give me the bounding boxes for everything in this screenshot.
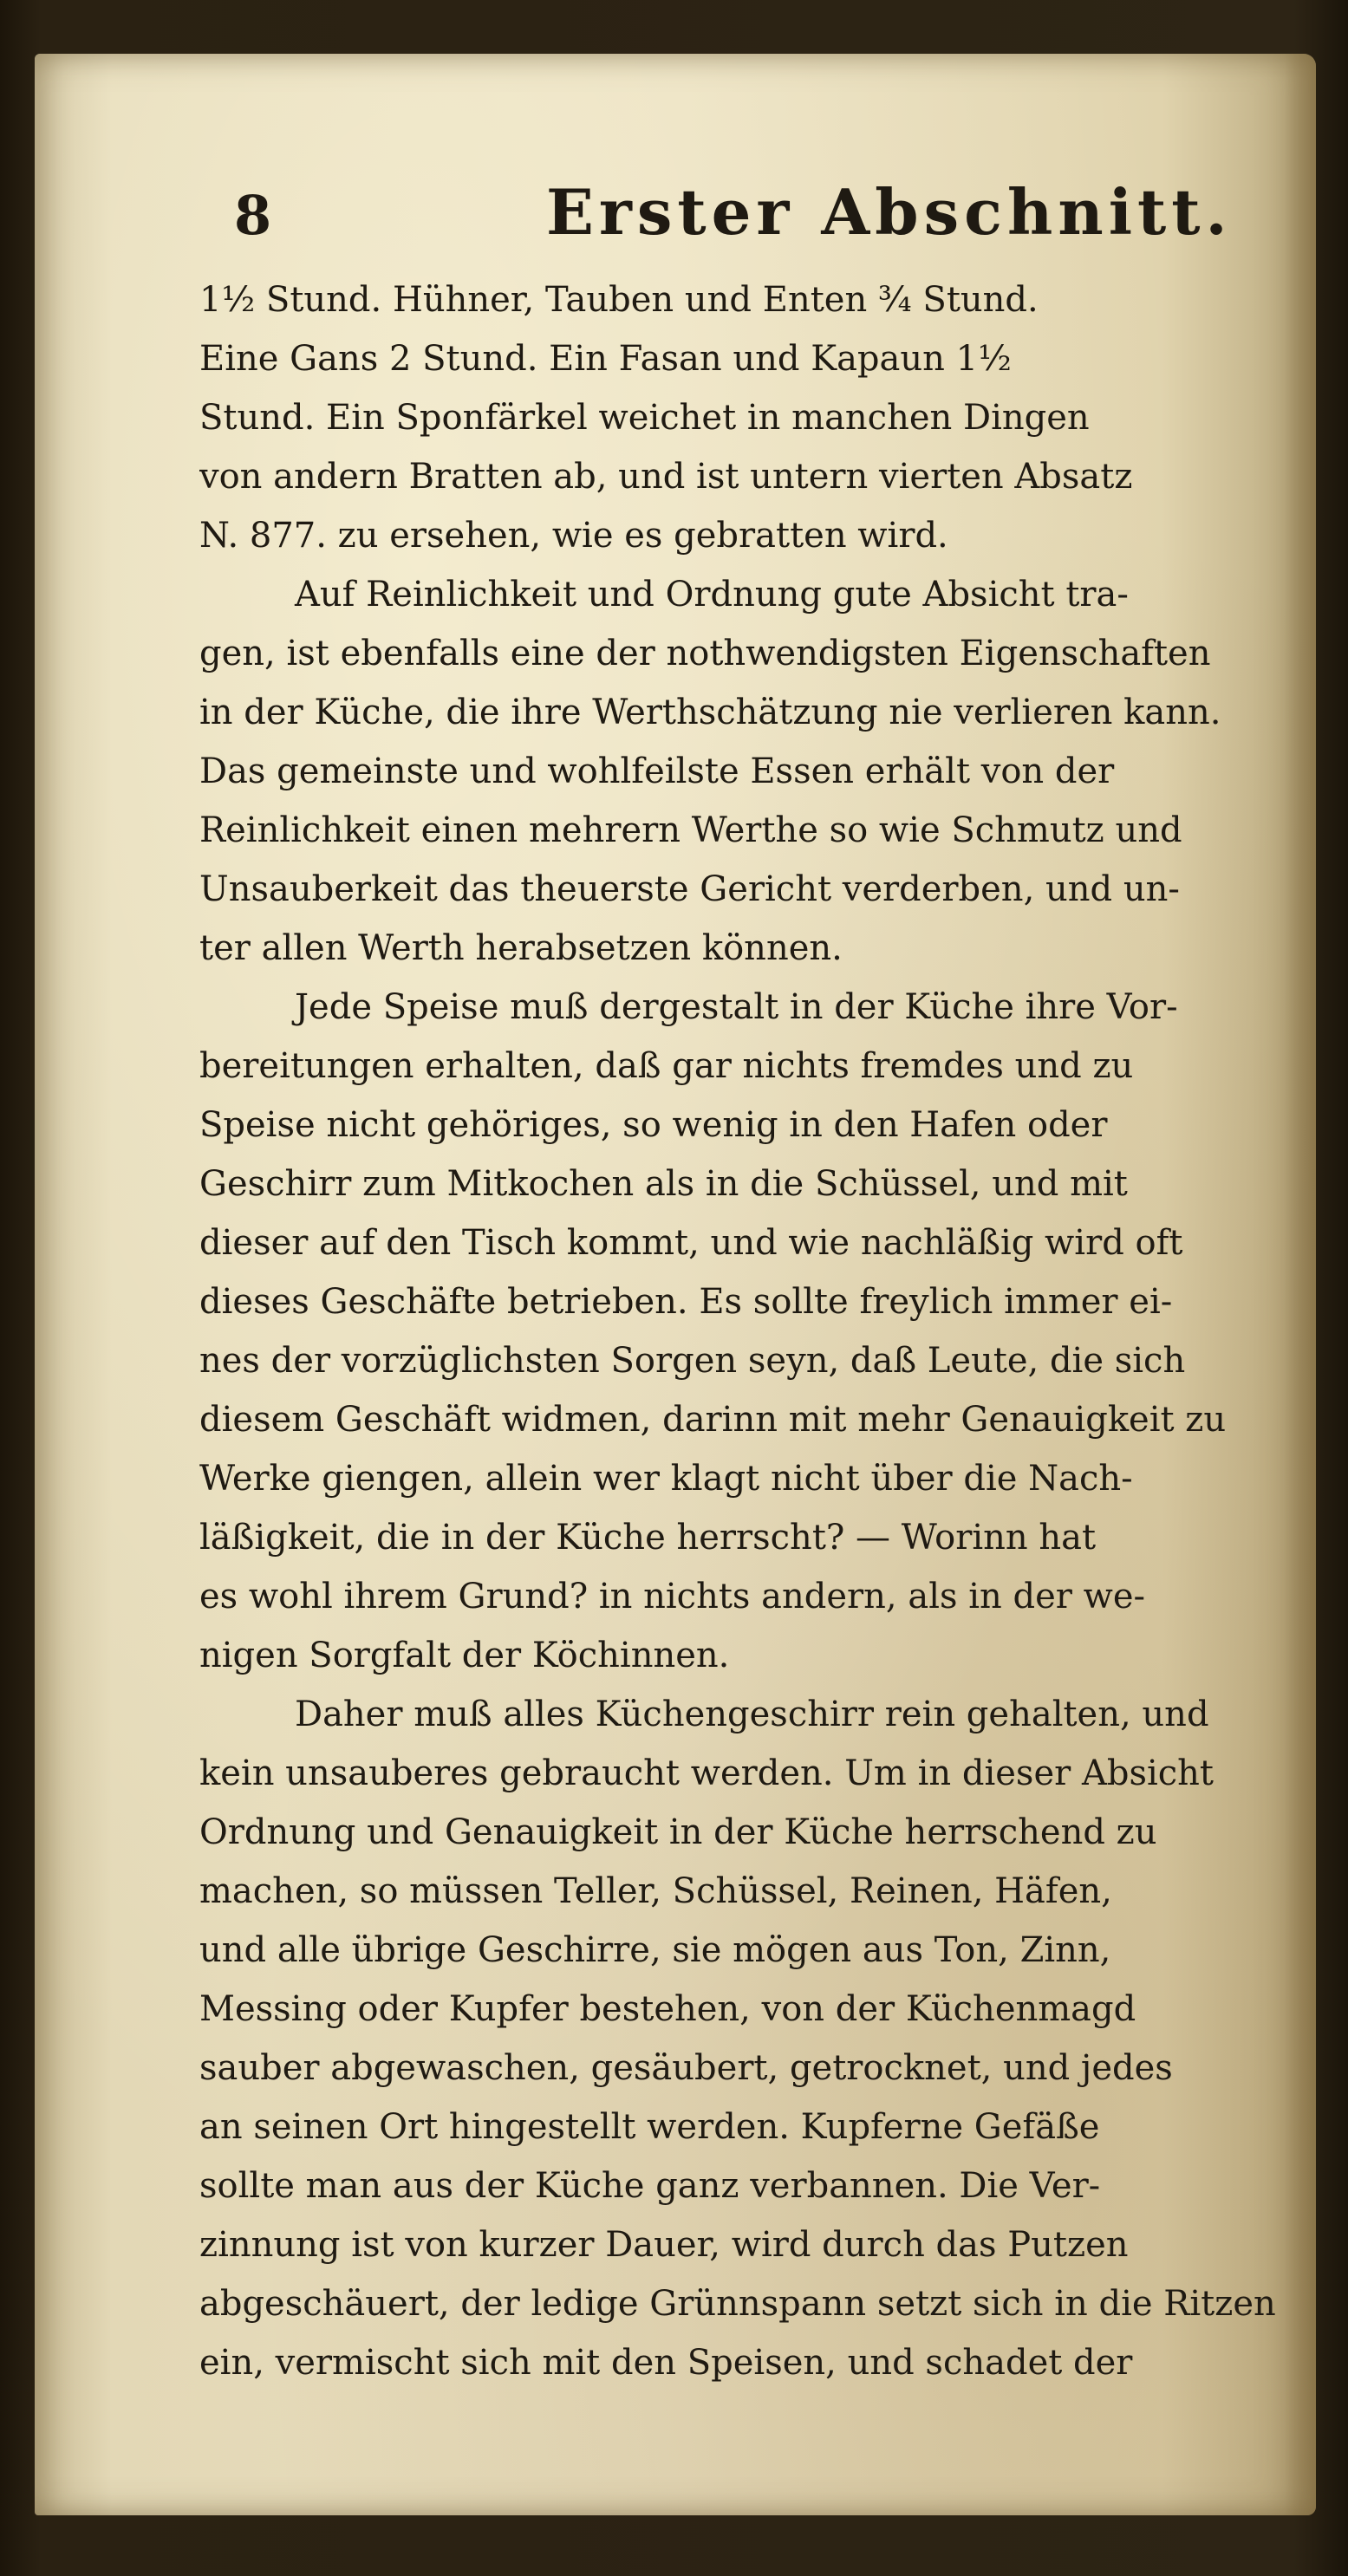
text-line: Ordnung und Genauigkeit in der Küche herrschend zu: [199, 1812, 1157, 1852]
text-line: von andern Bratten ab, und ist untern vierten Absatz: [199, 457, 1133, 497]
text-line: Auf Reinlichkeit und Ordnung gute Absicht tra-: [295, 575, 1129, 615]
text-line: und alle übrige Geschirre, sie mögen aus Ton, Zinn,: [199, 1930, 1111, 1970]
paragraph-3: [199, 978, 1300, 1685]
text-line: sauber abgewaschen, gesäubert, getrocknet, und jedes: [199, 2048, 1173, 2088]
text-line: in der Küche, die ihre Werthschätzung nie verlieren kann.: [199, 693, 1221, 732]
text-line: läßigkeit, die in der Küche herrscht? — Worinn hat: [199, 1518, 1097, 1558]
text-line: ein, vermischt sich mit den Speisen, und schadet der: [199, 2343, 1133, 2383]
text-line: Werke giengen, allein wer klagt nicht über die Nach-: [199, 1459, 1133, 1499]
page-number: 8: [234, 184, 272, 247]
text-line: machen, so müssen Teller, Schüssel, Reinen, Häfen,: [199, 1871, 1112, 1911]
page-content: [199, 158, 1300, 2392]
text-line: abgeschäuert, der ledige Grünnspann setzt sich in die Ritzen: [199, 2284, 1276, 2324]
running-head: [199, 158, 1300, 253]
text-line: Daher muß alles Küchengeschirr rein gehalten, und: [295, 1695, 1209, 1734]
text-line: Das gemeinste und wohlfeilste Essen erhält von der: [199, 751, 1115, 791]
text-line: kein unsauberes gebraucht werden. Um in dieser Absicht: [199, 1753, 1214, 1793]
text-line: sollte man aus der Küche ganz verbannen. Die Ver-: [199, 2166, 1101, 2206]
text-line: N. 877. zu ersehen, wie es gebratten wird.: [199, 516, 948, 556]
text-line: Jede Speise muß dergestalt in der Küche ihre Vor-: [295, 987, 1178, 1027]
paragraph-1: [199, 270, 1300, 565]
text-line: nes der vorzüglichsten Sorgen seyn, daß Leute, die sich: [199, 1341, 1186, 1381]
text-line: Reinlichkeit einen mehrern Werthe so wie Schmutz und: [199, 810, 1182, 850]
text-line: an seinen Ort hingestellt werden. Kupferne Gefäße: [199, 2107, 1100, 2147]
text-line: Eine Gans 2 Stund. Ein Fasan und Kapaun 1½: [199, 339, 1012, 379]
body-text: [199, 270, 1300, 2392]
paragraph-2: [199, 565, 1300, 978]
text-line: Messing oder Kupfer bestehen, von der Küchenmagd: [199, 1989, 1136, 2029]
section-title: Erster Abschnitt.: [546, 175, 1233, 249]
text-line: nigen Sorgfalt der Köchinnen.: [199, 1636, 730, 1675]
text-line: es wohl ihrem Grund? in nichts andern, als in der we-: [199, 1577, 1146, 1617]
text-line: Geschirr zum Mitkochen als in die Schüssel, und mit: [199, 1164, 1128, 1204]
text-line: Stund. Ein Sponfärkel weichet in manchen Dingen: [199, 398, 1090, 438]
text-line: bereitungen erhalten, daß gar nichts fremdes und zu: [199, 1046, 1134, 1086]
text-line: ter allen Werth herabsetzen können.: [199, 928, 843, 968]
book-page: [35, 54, 1316, 2515]
text-line: Unsauberkeit das theuerste Gericht verderben, und un-: [199, 869, 1180, 909]
paragraph-4: [199, 1685, 1300, 2392]
text-line: gen, ist ebenfalls eine der nothwendigsten Eigenschaften: [199, 634, 1211, 673]
text-line: Speise nicht gehöriges, so wenig in den Hafen oder: [199, 1105, 1108, 1145]
text-line: 1½ Stund. Hühner, Tauben und Enten ¾ Stund.: [199, 280, 1039, 320]
text-line: diesem Geschäft widmen, darinn mit mehr Genauigkeit zu: [199, 1400, 1227, 1440]
text-line: zinnung ist von kurzer Dauer, wird durch das Putzen: [199, 2225, 1129, 2265]
text-line: dieser auf den Tisch kommt, und wie nachläßig wird oft: [199, 1223, 1183, 1263]
text-line: dieses Geschäfte betrieben. Es sollte freylich immer ei-: [199, 1282, 1173, 1322]
